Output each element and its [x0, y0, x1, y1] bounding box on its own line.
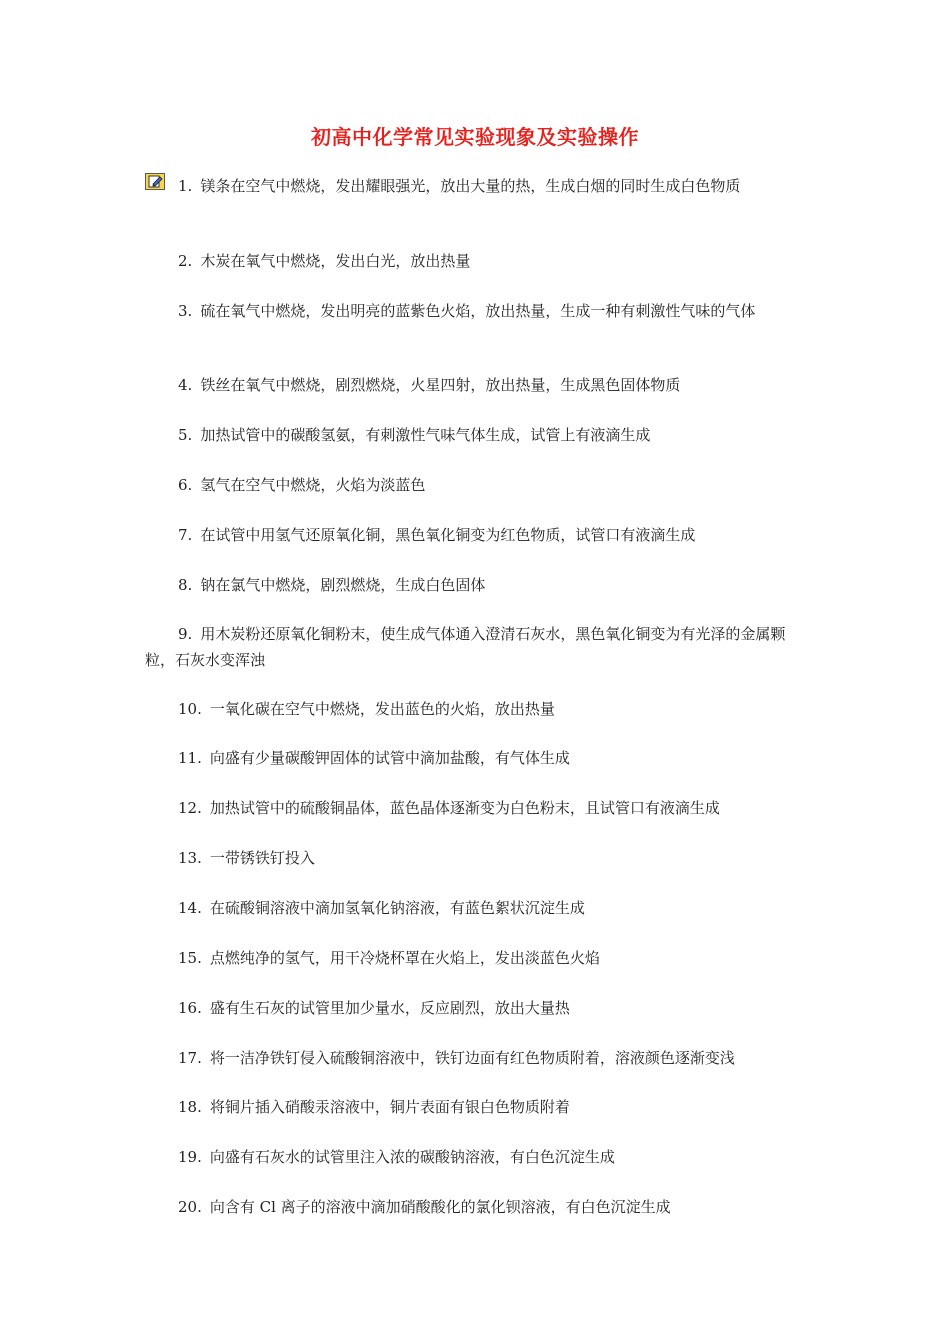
page-title: 初高中化学常见实验现象及实验操作 — [311, 125, 639, 149]
list-item — [145, 696, 810, 722]
list-item-text: 向盛有石灰水的试管里注入浓的碳酸钠溶液，有白色沉淀生成 — [209, 1148, 615, 1166]
list-item-number: 9. — [178, 625, 193, 643]
list-item-number: 12. — [178, 799, 202, 817]
list-item-number: 4. — [178, 376, 193, 394]
list-item-number: 14. — [178, 899, 202, 917]
list-item — [145, 572, 810, 598]
list-item-number: 15. — [178, 949, 202, 967]
list-item-text: 将铜片插入硝酸汞溶液中，铜片表面有银白色物质附着 — [209, 1098, 570, 1116]
list-item-number: 18. — [178, 1098, 202, 1116]
list-item-number: 17. — [178, 1049, 202, 1067]
list-item-text: 加热试管中的硫酸铜晶体，蓝色晶体逐渐变为白色粉末，且试管口有液滴生成 — [209, 799, 720, 817]
list-item-number: 13. — [178, 849, 202, 867]
list-item — [145, 173, 810, 199]
list-item — [145, 1144, 810, 1170]
list-item-number: 3. — [178, 302, 193, 320]
list-item-number: 20. — [178, 1198, 202, 1216]
list-item-number: 1. — [178, 177, 193, 195]
list-item — [145, 1194, 810, 1220]
list-item-text: 木炭在氧气中燃烧，发出白光，放出热量 — [200, 252, 471, 270]
list-item-text: 氢气在空气中燃烧，火焰为淡蓝色 — [200, 476, 426, 494]
list-item-number: 10. — [178, 700, 202, 718]
list-item — [145, 422, 810, 448]
list-item-text: 盛有生石灰的试管里加少量水，反应剧烈，放出大量热 — [209, 999, 570, 1017]
list-item-text: 在硫酸铜溶液中滴加氢氧化钠溶液，有蓝色絮状沉淀生成 — [209, 899, 585, 917]
list-item — [145, 845, 810, 871]
list-item-text: 向盛有少量碳酸钾固体的试管中滴加盐酸，有气体生成 — [209, 749, 570, 767]
list-item-number: 7. — [178, 526, 193, 544]
list-item — [145, 795, 810, 821]
list-item-number: 19. — [178, 1148, 202, 1166]
list-item-number: 2. — [178, 252, 193, 270]
list-item — [145, 621, 810, 673]
list-item-text: 在试管中用氢气还原氧化铜，黑色氧化铜变为红色物质，试管口有液滴生成 — [200, 526, 696, 544]
list-item — [145, 298, 810, 324]
list-item-text: 钠在氯气中燃烧，剧烈燃烧，生成白色固体 — [200, 576, 486, 594]
list-item-text: 点燃纯净的氢气，用干冷烧杯罩在火焰上，发出淡蓝色火焰 — [209, 949, 600, 967]
list-item — [145, 1094, 810, 1120]
list-item-text: 镁条在空气中燃烧，发出耀眼强光，放出大量的热，生成白烟的同时生成白色物质 — [200, 177, 741, 195]
list-item-text: 用木炭粉还原氧化铜粉末，使生成气体通入澄清石灰水，黑色氧化铜变为有光泽的金属颗粒，石灰水变浑浊 — [145, 625, 786, 669]
list-item-number: 8. — [178, 576, 193, 594]
list-item — [145, 895, 810, 921]
list-item-text: 加热试管中的碳酸氢氨，有刺激性气味气体生成，试管上有液滴生成 — [200, 426, 651, 444]
list-item-number: 16. — [178, 999, 202, 1017]
list-item — [145, 1045, 810, 1071]
list-item-number: 6. — [178, 476, 193, 494]
list-item — [145, 472, 810, 498]
list-item — [145, 372, 810, 398]
list-item-number: 11. — [178, 749, 202, 767]
list-item — [145, 745, 810, 771]
list-item-text: 硫在氧气中燃烧，发出明亮的蓝紫色火焰，放出热量，生成一种有刺激性气味的气体 — [200, 302, 756, 320]
list-item — [145, 522, 810, 548]
list-item-text: 将一洁净铁钉侵入硫酸铜溶液中，铁钉边面有红色物质附着，溶液颜色逐渐变浅 — [209, 1049, 735, 1067]
list-item — [145, 945, 810, 971]
list-item-text: 向含有 Cl 离子的溶液中滴加硝酸酸化的氯化钡溶液，有白色沉淀生成 — [209, 1198, 671, 1216]
list-item — [145, 995, 810, 1021]
list-item-text: 一氧化碳在空气中燃烧，发出蓝色的火焰，放出热量 — [209, 700, 555, 718]
list-item-number: 5. — [178, 426, 193, 444]
list-item — [145, 248, 810, 274]
list-item-text: 一带锈铁钉投入 — [209, 849, 315, 867]
list-item-text: 铁丝在氧气中燃烧，剧烈燃烧，火星四射，放出热量，生成黑色固体物质 — [200, 376, 681, 394]
